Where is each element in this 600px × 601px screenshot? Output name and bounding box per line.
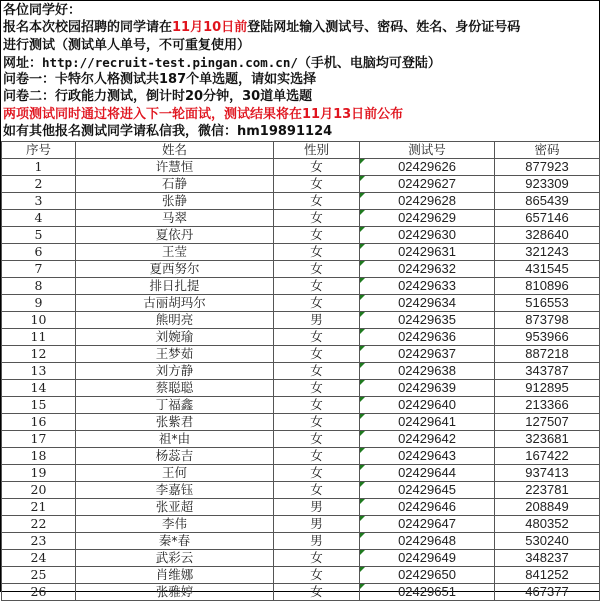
row-name: 张雅婷 — [76, 584, 274, 601]
row-index: 2 — [2, 176, 76, 193]
text-number-marker-icon — [360, 363, 365, 368]
row-gender: 男 — [274, 516, 360, 533]
header-gender: 性别 — [274, 142, 360, 159]
row-gender: 女 — [274, 448, 360, 465]
table-row — [2, 346, 600, 363]
row-test-number — [360, 278, 495, 295]
test-number-value: 02429648 — [398, 533, 456, 548]
row-index: 11 — [2, 329, 76, 346]
greeting-text: 各位同学好： — [3, 3, 82, 18]
row-gender: 女 — [274, 363, 360, 380]
row-name: 熊明亮 — [76, 312, 274, 329]
row-test-number — [360, 533, 495, 550]
row-name: 李伟 — [76, 516, 274, 533]
row-password: 953966 — [495, 329, 600, 346]
row-index: 16 — [2, 414, 76, 431]
row-password: 328640 — [495, 227, 600, 244]
row-index: 21 — [2, 499, 76, 516]
test-number-value: 02429637 — [398, 346, 456, 361]
row-password: 873798 — [495, 312, 600, 329]
row-gender: 女 — [274, 210, 360, 227]
row-gender: 男 — [274, 499, 360, 516]
row-password: 343787 — [495, 363, 600, 380]
text-number-marker-icon — [360, 346, 365, 351]
test-number-value: 02429643 — [398, 448, 456, 463]
text-number-marker-icon — [360, 261, 365, 266]
row-index: 1 — [2, 159, 76, 176]
test-number-value: 02429635 — [398, 312, 456, 327]
text-number-marker-icon — [360, 550, 365, 555]
test-number-value: 02429650 — [398, 567, 456, 582]
survey2-text: 问卷二：行政能力测试，倒计时20分钟，30道单选题 — [3, 89, 313, 105]
row-index: 4 — [2, 210, 76, 227]
row-index: 7 — [2, 261, 76, 278]
row-name: 武彩云 — [76, 550, 274, 567]
row-password: 127507 — [495, 414, 600, 431]
row-index: 20 — [2, 482, 76, 499]
row-index: 19 — [2, 465, 76, 482]
text-number-marker-icon — [360, 431, 365, 436]
table-row — [2, 584, 600, 601]
text-number-marker-icon — [360, 380, 365, 385]
row-name: 王莹 — [76, 244, 274, 261]
table-row — [2, 380, 600, 397]
row-gender: 女 — [274, 482, 360, 499]
text-number-marker-icon — [360, 159, 365, 164]
row-index: 6 — [2, 244, 76, 261]
table-row — [2, 533, 600, 550]
text-number-marker-icon — [360, 482, 365, 487]
row-password: 321243 — [495, 244, 600, 261]
text-number-marker-icon — [360, 584, 365, 589]
row-index: 17 — [2, 431, 76, 448]
row-test-number — [360, 380, 495, 397]
table-row — [2, 227, 600, 244]
table-row — [2, 159, 600, 176]
row-name: 夏依丹 — [76, 227, 274, 244]
result-text: 两项测试同时通过将进入下一轮面试，测试结果将在11月13日前公布 — [3, 106, 404, 122]
notice-line-result — [3, 106, 597, 123]
row-index: 22 — [2, 516, 76, 533]
row-name: 蔡聪聪 — [76, 380, 274, 397]
notice-line-contact — [3, 123, 597, 140]
row-gender: 女 — [274, 244, 360, 261]
row-password: 937413 — [495, 465, 600, 482]
row-test-number — [360, 550, 495, 567]
test-number-value: 02429645 — [398, 482, 456, 497]
table-row — [2, 210, 600, 227]
text-number-marker-icon — [360, 295, 365, 300]
test-number-value: 02429641 — [398, 414, 456, 429]
table-row — [2, 465, 600, 482]
test-number-value: 02429631 — [398, 244, 456, 259]
text-number-marker-icon — [360, 193, 365, 198]
row-name: 张亚超 — [76, 499, 274, 516]
row-name: 祖*由 — [76, 431, 274, 448]
row-password: 810896 — [495, 278, 600, 295]
row-name: 夏西努尔 — [76, 261, 274, 278]
text-number-marker-icon — [360, 227, 365, 232]
url-label: 网址： — [3, 55, 43, 71]
test-number-value: 02429630 — [398, 227, 456, 242]
row-test-number — [360, 567, 495, 584]
row-gender: 男 — [274, 533, 360, 550]
table-row — [2, 567, 600, 584]
row-index: 8 — [2, 278, 76, 295]
table-row — [2, 482, 600, 499]
test-number-value: 02429626 — [398, 159, 456, 174]
row-gender: 女 — [274, 465, 360, 482]
text-number-marker-icon — [360, 567, 365, 572]
row-gender: 女 — [274, 431, 360, 448]
row-test-number — [360, 295, 495, 312]
notice-greeting — [3, 2, 597, 19]
text-number-marker-icon — [360, 329, 365, 334]
row-gender: 女 — [274, 227, 360, 244]
header-name: 姓名 — [76, 142, 274, 159]
test-number-value: 02429644 — [398, 465, 456, 480]
table-row — [2, 193, 600, 210]
row-gender: 女 — [274, 193, 360, 210]
test-number-value: 02429634 — [398, 295, 456, 310]
row-password: 208849 — [495, 499, 600, 516]
text-number-marker-icon — [360, 516, 365, 521]
row-index: 24 — [2, 550, 76, 567]
header-test-number: 测试号 — [360, 142, 495, 159]
row-name: 石静 — [76, 176, 274, 193]
row-test-number — [360, 176, 495, 193]
row-name: 许慧恒 — [76, 159, 274, 176]
row-gender: 男 — [274, 312, 360, 329]
row-password: 516553 — [495, 295, 600, 312]
row-gender: 女 — [274, 584, 360, 601]
header-password: 密码 — [495, 142, 600, 159]
row-gender: 女 — [274, 567, 360, 584]
row-name: 秦*春 — [76, 533, 274, 550]
row-name: 王何 — [76, 465, 274, 482]
row-gender: 女 — [274, 397, 360, 414]
row-test-number — [360, 482, 495, 499]
row-gender: 女 — [274, 295, 360, 312]
row-name: 刘方静 — [76, 363, 274, 380]
row-index: 14 — [2, 380, 76, 397]
table-row — [2, 295, 600, 312]
row-name: 刘婉瑜 — [76, 329, 274, 346]
row-index: 25 — [2, 567, 76, 584]
row-name: 李嘉钰 — [76, 482, 274, 499]
row-gender: 女 — [274, 159, 360, 176]
row-index: 5 — [2, 227, 76, 244]
notice-line-survey2 — [3, 88, 597, 105]
table-row — [2, 448, 600, 465]
row-index: 18 — [2, 448, 76, 465]
text-number-marker-icon — [360, 465, 365, 470]
row-password: 530240 — [495, 533, 600, 550]
row-test-number — [360, 312, 495, 329]
table-row — [2, 329, 600, 346]
row-password: 431545 — [495, 261, 600, 278]
text-number-marker-icon — [360, 312, 365, 317]
row-password: 923309 — [495, 176, 600, 193]
row-test-number — [360, 448, 495, 465]
row-test-number — [360, 193, 495, 210]
text-number-marker-icon — [360, 499, 365, 504]
notice-line-survey1 — [3, 71, 597, 88]
test-number-value: 02429647 — [398, 516, 456, 531]
table-row — [2, 278, 600, 295]
row-test-number — [360, 499, 495, 516]
test-number-value: 02429629 — [398, 210, 456, 225]
candidate-table — [1, 141, 600, 601]
row-name: 马翠 — [76, 210, 274, 227]
row-index: 12 — [2, 346, 76, 363]
table-row — [2, 414, 600, 431]
row-index: 3 — [2, 193, 76, 210]
row-index: 26 — [2, 584, 76, 601]
row-gender: 女 — [274, 329, 360, 346]
table-row — [2, 516, 600, 533]
row-index: 23 — [2, 533, 76, 550]
row-password: 348237 — [495, 550, 600, 567]
table-row — [2, 397, 600, 414]
row-password: 323681 — [495, 431, 600, 448]
row-test-number — [360, 244, 495, 261]
test-number-value: 02429642 — [398, 431, 456, 446]
notice-line-url — [3, 54, 597, 71]
row-test-number — [360, 210, 495, 227]
row-password: 841252 — [495, 567, 600, 584]
row-test-number — [360, 159, 495, 176]
test-number-value: 02429636 — [398, 329, 456, 344]
recruit-url-link[interactable]: http://recruit-test.pingan.com.cn/ — [42, 54, 298, 70]
row-test-number — [360, 414, 495, 431]
url-note: （手机、电脑均可登陆） — [297, 55, 441, 71]
row-password: 467377 — [495, 584, 600, 601]
table-body — [2, 159, 600, 601]
table-row — [2, 550, 600, 567]
test-number-value: 02429649 — [398, 550, 456, 565]
row-name: 杨蕊吉 — [76, 448, 274, 465]
row-test-number — [360, 363, 495, 380]
header-index: 序号 — [2, 142, 76, 159]
deadline-pre-text: 报名本次校园招聘的同学请在 — [3, 20, 173, 36]
row-password: 167422 — [495, 448, 600, 465]
table-row — [2, 312, 600, 329]
row-name: 丁福鑫 — [76, 397, 274, 414]
text-number-marker-icon — [360, 414, 365, 419]
test-number-value: 02429640 — [398, 397, 456, 412]
row-password: 912895 — [495, 380, 600, 397]
text-number-marker-icon — [360, 244, 365, 249]
text-number-marker-icon — [360, 176, 365, 181]
row-name: 排日扎提 — [76, 278, 274, 295]
row-index: 10 — [2, 312, 76, 329]
deadline-date: 11月10日前 — [172, 20, 248, 36]
survey1-text: 问卷一：卡特尔人格测试共187个单选题，请如实选择 — [3, 72, 317, 88]
row-test-number — [360, 431, 495, 448]
table-row — [2, 499, 600, 516]
row-test-number — [360, 227, 495, 244]
deadline-post-text: 登陆网址输入测试号、密码、姓名、身份证号码 — [247, 20, 521, 36]
test-number-value: 02429628 — [398, 193, 456, 208]
row-name: 张静 — [76, 193, 274, 210]
row-password: 877923 — [495, 159, 600, 176]
row-test-number — [360, 397, 495, 414]
row-gender: 女 — [274, 414, 360, 431]
test-number-value: 02429633 — [398, 278, 456, 293]
text-number-marker-icon — [360, 448, 365, 453]
row-test-number — [360, 346, 495, 363]
test-number-value: 02429646 — [398, 499, 456, 514]
rules-text: 进行测试（测试单人单号，不可重复使用） — [3, 37, 251, 53]
row-test-number — [360, 329, 495, 346]
row-name: 古丽胡玛尔 — [76, 295, 274, 312]
row-gender: 女 — [274, 346, 360, 363]
table-row — [2, 431, 600, 448]
row-password: 887218 — [495, 346, 600, 363]
test-number-value: 02429627 — [398, 176, 456, 191]
row-gender: 女 — [274, 550, 360, 567]
test-number-value: 02429639 — [398, 380, 456, 395]
notice-line-deadline — [3, 19, 597, 36]
row-gender: 女 — [274, 261, 360, 278]
test-number-value: 02429651 — [398, 584, 456, 599]
row-index: 9 — [2, 295, 76, 312]
table-row — [2, 363, 600, 380]
row-password: 657146 — [495, 210, 600, 227]
row-name: 王梦茹 — [76, 346, 274, 363]
text-number-marker-icon — [360, 278, 365, 283]
text-number-marker-icon — [360, 533, 365, 538]
row-test-number — [360, 516, 495, 533]
text-number-marker-icon — [360, 210, 365, 215]
test-number-value: 02429632 — [398, 261, 456, 276]
row-password: 223781 — [495, 482, 600, 499]
row-gender: 女 — [274, 380, 360, 397]
row-name: 肖维娜 — [76, 567, 274, 584]
row-password: 865439 — [495, 193, 600, 210]
table-row — [2, 261, 600, 278]
row-test-number — [360, 465, 495, 482]
row-gender: 女 — [274, 176, 360, 193]
table-row — [2, 176, 600, 193]
row-gender: 女 — [274, 278, 360, 295]
table-row — [2, 244, 600, 261]
row-password: 480352 — [495, 516, 600, 533]
row-name: 张紫君 — [76, 414, 274, 431]
row-password: 213366 — [495, 397, 600, 414]
test-number-value: 02429638 — [398, 363, 456, 378]
row-test-number — [360, 584, 495, 601]
notice-line-rules — [3, 37, 597, 54]
notice-block — [3, 2, 597, 140]
table-header-row — [2, 142, 600, 159]
text-number-marker-icon — [360, 397, 365, 402]
row-index: 15 — [2, 397, 76, 414]
contact-text: 如有其他报名测试同学请私信我，微信：hm19891124 — [3, 124, 333, 140]
row-index: 13 — [2, 363, 76, 380]
row-test-number — [360, 261, 495, 278]
